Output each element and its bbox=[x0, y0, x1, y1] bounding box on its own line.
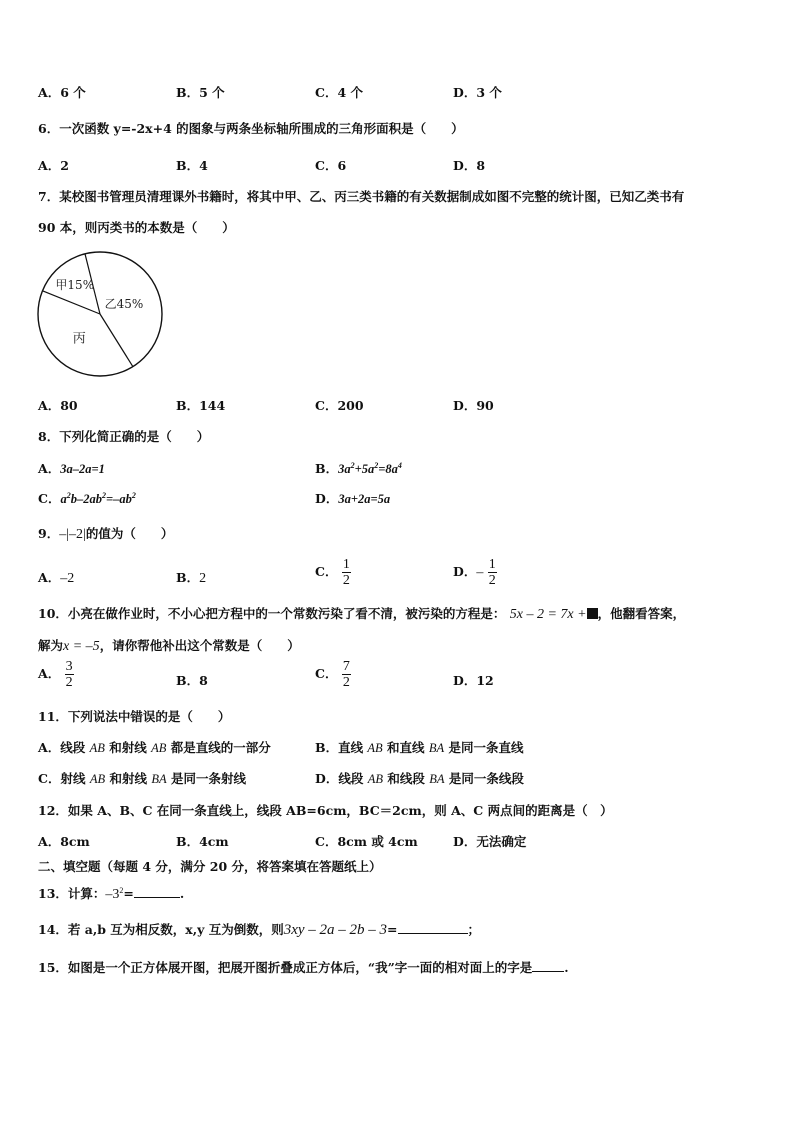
q10-line1-end: ，他翻看答案， bbox=[597, 606, 686, 621]
ink-blot-square bbox=[587, 608, 598, 619]
q10-equation: 5x – 2 = 7x + bbox=[509, 607, 587, 622]
q8-c-label: C． bbox=[38, 491, 61, 506]
q10-option-a bbox=[38, 659, 74, 690]
q10-option-d: D．12 bbox=[453, 673, 494, 688]
q10-c-fraction bbox=[342, 659, 351, 690]
q12-text: 12．如果 A、B、C 在同一条直线上，线段 AB=6cm，BC＝2cm，则 A、C 两点间的距离是（ ） bbox=[38, 803, 613, 818]
q5-option-a: A．6 个 bbox=[38, 85, 86, 100]
pie-label-丙: 丙 bbox=[72, 331, 86, 347]
q11-c-s1: AB bbox=[89, 772, 106, 786]
q9-d-fraction bbox=[488, 557, 497, 588]
q6-option-a: A．2 bbox=[38, 158, 69, 173]
q5-option-c: C．4 个 bbox=[315, 85, 363, 100]
q13-text bbox=[38, 884, 184, 903]
q7-text-line2: 90 本，则丙类书的本数是（ ） bbox=[38, 220, 235, 235]
q10-line1-text: 10．小亮在做作业时，不小心把方程中的一个常数污染了看不清，被污染的方程是： bbox=[38, 606, 506, 621]
q11-d-s1: AB bbox=[367, 772, 383, 786]
q13-end: . bbox=[179, 886, 185, 901]
q7-option-d: D．90 bbox=[453, 398, 494, 413]
q9-b-label: B． bbox=[176, 570, 200, 585]
q7-option-a: A．80 bbox=[38, 398, 78, 413]
q8-d-label: D． bbox=[315, 491, 339, 506]
q11-a-s2: AB bbox=[151, 741, 167, 755]
q9-expr: –|–2| bbox=[59, 527, 86, 542]
q9-suffix: 的值为（ ） bbox=[85, 526, 174, 541]
q7-option-b: B．144 bbox=[176, 398, 226, 413]
q9-b-value: 2 bbox=[199, 571, 207, 586]
q11-d-s2: BA bbox=[429, 772, 445, 786]
q11-option-c bbox=[38, 769, 246, 787]
q14-text bbox=[38, 920, 480, 939]
q8-d-expr: 3a+2a=5a bbox=[338, 492, 391, 506]
q13-equals: = bbox=[123, 886, 134, 901]
q9-a-label: A． bbox=[38, 570, 61, 585]
q10-text-line1 bbox=[38, 604, 685, 623]
q12-option-c: C．8cm 或 4cm bbox=[315, 834, 418, 849]
q11-text: 11．下列说法中错误的是（ ） bbox=[38, 709, 231, 724]
q12-option-a: A．8cm bbox=[38, 834, 90, 849]
q10-text-line2 bbox=[38, 636, 300, 655]
q9-option-d bbox=[453, 557, 497, 588]
q11-a-s1: AB bbox=[89, 741, 105, 755]
q9-option-a bbox=[38, 568, 74, 587]
q8-option-b bbox=[315, 459, 402, 477]
q10-a-label: A． bbox=[38, 666, 61, 681]
q11-option-b bbox=[315, 738, 524, 756]
q14-expr: 3xy – 2a – 2b – 3 bbox=[283, 922, 388, 938]
q10-a-den: 2 bbox=[65, 675, 73, 690]
q11-a-mid: 和射线 bbox=[104, 740, 152, 755]
q8-c-expr: $a^2b-2ab^2=-ab^2$ bbox=[60, 490, 136, 506]
q14-answer-blank[interactable] bbox=[398, 921, 468, 934]
q14-end: ； bbox=[467, 922, 481, 937]
q11-b-mid: 和直线 bbox=[382, 740, 429, 755]
q9-a-value: –2 bbox=[60, 571, 75, 586]
q10-a-fraction bbox=[65, 659, 74, 690]
q6-option-d: D．8 bbox=[453, 158, 486, 173]
q10-c-label: C． bbox=[315, 666, 338, 681]
q11-a-pre: A．线段 bbox=[38, 740, 90, 755]
q6-option-b: B．4 bbox=[176, 158, 208, 173]
q6-option-c: C．6 bbox=[315, 158, 347, 173]
q10-c-num: 7 bbox=[342, 659, 350, 674]
q7-text-line1: 7．某校图书管理员清理课外书籍时，将其中甲、乙、丙三类书籍的有关数据制成如图不完整的统计图，已知乙类书有 bbox=[38, 189, 685, 204]
q10-line2-pre: 解为 bbox=[38, 638, 64, 653]
pie-label-乙: 乙45% bbox=[104, 296, 144, 311]
q11-c-s2: BA bbox=[151, 772, 167, 786]
q8-text: 8．下列化简正确的是（ ） bbox=[38, 429, 210, 444]
q11-b-s1: AB bbox=[367, 741, 383, 755]
q11-d-post: 是同一条线段 bbox=[444, 771, 524, 786]
q11-c-mid: 和射线 bbox=[105, 771, 152, 786]
q9-d-sign: – bbox=[476, 565, 484, 580]
q15-end: . bbox=[564, 960, 569, 975]
q9-option-c bbox=[315, 557, 351, 588]
q8-b-expr: $3a^2+5a^2=8a^4$ bbox=[338, 460, 402, 476]
q11-c-post: 是同一条射线 bbox=[166, 771, 246, 786]
q11-c-pre: C．射线 bbox=[38, 771, 90, 786]
q11-b-s2: BA bbox=[428, 741, 445, 755]
q11-b-pre: B．直线 bbox=[315, 740, 368, 755]
q5-option-d: D．3 个 bbox=[453, 85, 502, 100]
q9-c-den: 2 bbox=[342, 573, 350, 588]
q11-d-mid: 和线段 bbox=[382, 771, 430, 786]
q15-body: 15．如图是一个正方体展开图，把展开图折叠成正方体后，“我”字一面的相对面上的字是 bbox=[38, 960, 533, 975]
q10-option-c bbox=[315, 659, 351, 690]
q12-option-b: B．4cm bbox=[176, 834, 229, 849]
q15-answer-blank[interactable] bbox=[532, 959, 564, 972]
q8-option-d bbox=[315, 489, 390, 507]
q9-option-b bbox=[176, 568, 206, 587]
q8-a-label: A． bbox=[38, 461, 61, 476]
q8-b-label: B． bbox=[315, 461, 339, 476]
q9-d-den: 2 bbox=[488, 573, 496, 588]
q14-pre: 14．若 a,b 互为相反数，x,y 互为倒数，则 bbox=[38, 922, 284, 937]
q9-number: 9． bbox=[38, 526, 60, 541]
q10-line2-post: ，请你帮他补出这个常数是（ ） bbox=[99, 638, 300, 653]
q9-d-num: 1 bbox=[488, 557, 496, 572]
q9-c-num: 1 bbox=[342, 557, 350, 572]
q9-c-label: C． bbox=[315, 564, 338, 579]
q10-c-den: 2 bbox=[342, 675, 350, 690]
q14-equals: = bbox=[387, 922, 398, 937]
q12-option-d: D．无法确定 bbox=[453, 834, 527, 849]
q6-text: 6．一次函数 y=-2x+4 的图象与两条坐标轴所围成的三角形面积是（ ） bbox=[38, 121, 464, 136]
q13-answer-blank[interactable] bbox=[134, 885, 180, 898]
q11-d-pre: D．线段 bbox=[315, 771, 368, 786]
q7-option-c: C．200 bbox=[315, 398, 364, 413]
q13-exponent: 2 bbox=[119, 885, 124, 895]
q11-a-post: 都是直线的一部分 bbox=[166, 740, 271, 755]
q8-option-a bbox=[38, 459, 105, 477]
q11-option-a bbox=[38, 738, 271, 756]
q13-pre: 13．计算： bbox=[38, 886, 106, 901]
pie-chart bbox=[35, 247, 167, 381]
q11-b-post: 是同一条直线 bbox=[444, 740, 524, 755]
q11-option-d bbox=[315, 769, 524, 787]
section-heading-fill-in: 二、填空题（每题 4 分，满分 20 分，将答案填在答题纸上） bbox=[38, 859, 382, 874]
pie-label-甲: 甲15% bbox=[55, 277, 95, 292]
q9-c-fraction bbox=[342, 557, 351, 588]
q9-d-label: D． bbox=[453, 564, 477, 579]
q10-solution: x = –5 bbox=[63, 639, 100, 654]
q8-option-c bbox=[38, 489, 136, 507]
q8-a-expr: 3a–2a=1 bbox=[60, 462, 105, 476]
q5-option-b: B．5 个 bbox=[176, 85, 225, 100]
q9-text bbox=[38, 524, 173, 543]
q10-a-num: 3 bbox=[65, 659, 73, 674]
q13-expr: –3 bbox=[105, 887, 120, 902]
q10-option-b: B．8 bbox=[176, 673, 208, 688]
q15-text bbox=[38, 958, 569, 976]
